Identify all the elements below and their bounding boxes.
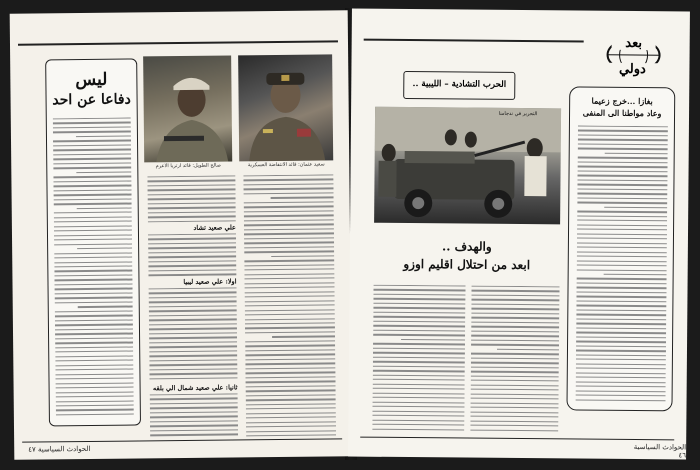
article-column-right xyxy=(470,286,559,433)
jeep-photo-caption: التحرير في ندجامنا xyxy=(498,110,538,118)
bottom-rule xyxy=(360,437,674,441)
intro-headline-line2: وعاد مواطنا الى المنفى xyxy=(582,107,662,119)
article-column-left xyxy=(372,285,465,432)
intro-box xyxy=(566,86,675,411)
section-logo xyxy=(599,33,663,86)
section-banner xyxy=(403,71,515,100)
jeep-photo xyxy=(374,107,561,225)
page-folio-right: الحوادث السياسية ٤٦ xyxy=(633,443,687,460)
portrait-figure-2 xyxy=(143,55,232,162)
article-column-right xyxy=(243,174,336,437)
headline-line2: ابعد من احتلال اقليم اوزو xyxy=(403,256,531,273)
intro-headline-line1: بغازا ...خرج زعيما xyxy=(591,95,653,107)
portrait-photo-2 xyxy=(143,55,232,162)
sidebar-box xyxy=(45,58,141,426)
sidebar-title-line2: دفاعا عن احد xyxy=(52,91,131,109)
article-column-middle-bottom xyxy=(150,393,238,438)
logo-word-1: بعد xyxy=(612,37,656,50)
portrait-figure-1 xyxy=(238,54,333,161)
article-column-middle-top xyxy=(147,175,235,222)
subhead-libya: اولا: علي صعيد ليبيا xyxy=(183,277,237,286)
intro-body-text xyxy=(576,126,668,403)
sidebar-body-text xyxy=(53,118,134,419)
left-page xyxy=(10,10,353,460)
top-rule xyxy=(364,39,584,43)
bottom-rule xyxy=(22,438,342,442)
sidebar-title-line1: ليس xyxy=(75,69,108,91)
banner-text: الحرب التشادية – الليبية .. xyxy=(412,79,507,90)
article-column-middle-lower xyxy=(149,287,238,382)
jeep-scene xyxy=(374,107,561,225)
photo-caption-1: سعيد عثمان: قائد الانتفاضة العسكرية xyxy=(247,161,325,169)
subhead-chad: علي صعيد تشاد xyxy=(193,223,236,232)
photo-caption-2: صالح الطويل: قائد ارتريا الاعرم xyxy=(155,162,221,170)
logo-word-2: دولي xyxy=(607,63,657,77)
page-folio-left: الحوادث السياسية ٤٧ xyxy=(28,444,91,454)
portrait-photo-1 xyxy=(238,54,333,161)
right-page xyxy=(348,9,690,460)
headline-line1: والهدف .. xyxy=(442,239,492,254)
subhead-north: ثانيا: علي صعيد شمال الي بلقه xyxy=(152,383,238,393)
top-rule xyxy=(18,40,338,45)
article-column-middle-mid xyxy=(148,233,236,276)
